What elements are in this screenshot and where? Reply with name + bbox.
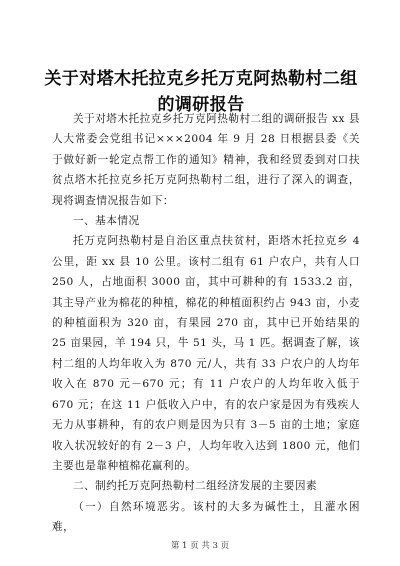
section-heading-constraints: 二、制约托万克阿热勒村二组经济发展的主要因素 xyxy=(73,480,318,493)
basic-info-paragraph: 托万克阿热勒村是自治区重点扶贫村，距塔木托拉克乡 4 公里，距 xx 县 10 公里。该村二组有 61 户农户，共有人口 250 人，占地面积 3000 亩，其中可耕种的有 1533.2 亩，其主导产业为棉花的种植，棉花的种植面积约占 943 亩，小麦的种植面积为 320 亩，有果园 270 亩，其中已开始结果的 25 亩果园，羊 194 只，牛 51 头，马 1 匹。据调查了解，该村二组的人均年收入为 870 元/人，共有 33 户农户的人均年收入在 870 元－670 元；有 11 户农户的人均年收入低于 670 元；在这 11 户低收入户中，有的农户家是因为有残疾人无力从事耕种，有的农户则是因为只有 3－5 亩的土地；家庭收入状况较好的有 2－3 户，人均年收入达到 1800 元，他们主要也是靠种植棉花赢利的。 xyxy=(52,235,360,472)
document-title: 关于对塔木托拉克乡托万克阿热勒村二组的调研报告 xyxy=(44,69,358,115)
document-body xyxy=(52,109,360,538)
intro-paragraph: 关于对塔木托拉克乡托万克阿热勒村二组的调研报告 xx 县人大常委会党组书记×××2004 年 9 月 28 日根据县委《关于做好新一轮定点帮工作的通知》精神，我和经贸委到对口扶贫点塔木托拉克乡托万克阿热勒村二组，进行了深入的调查，现将调查情况报告如下： xyxy=(52,113,360,207)
section-heading-basic-info: 一、基本情况 xyxy=(73,215,140,228)
page-footer: 第 1 页 共 3 页 xyxy=(170,541,230,551)
constraint-paragraph-1: （一）自然环境恶劣。该村的大多为碱性土，且灌水困难， xyxy=(52,500,360,534)
